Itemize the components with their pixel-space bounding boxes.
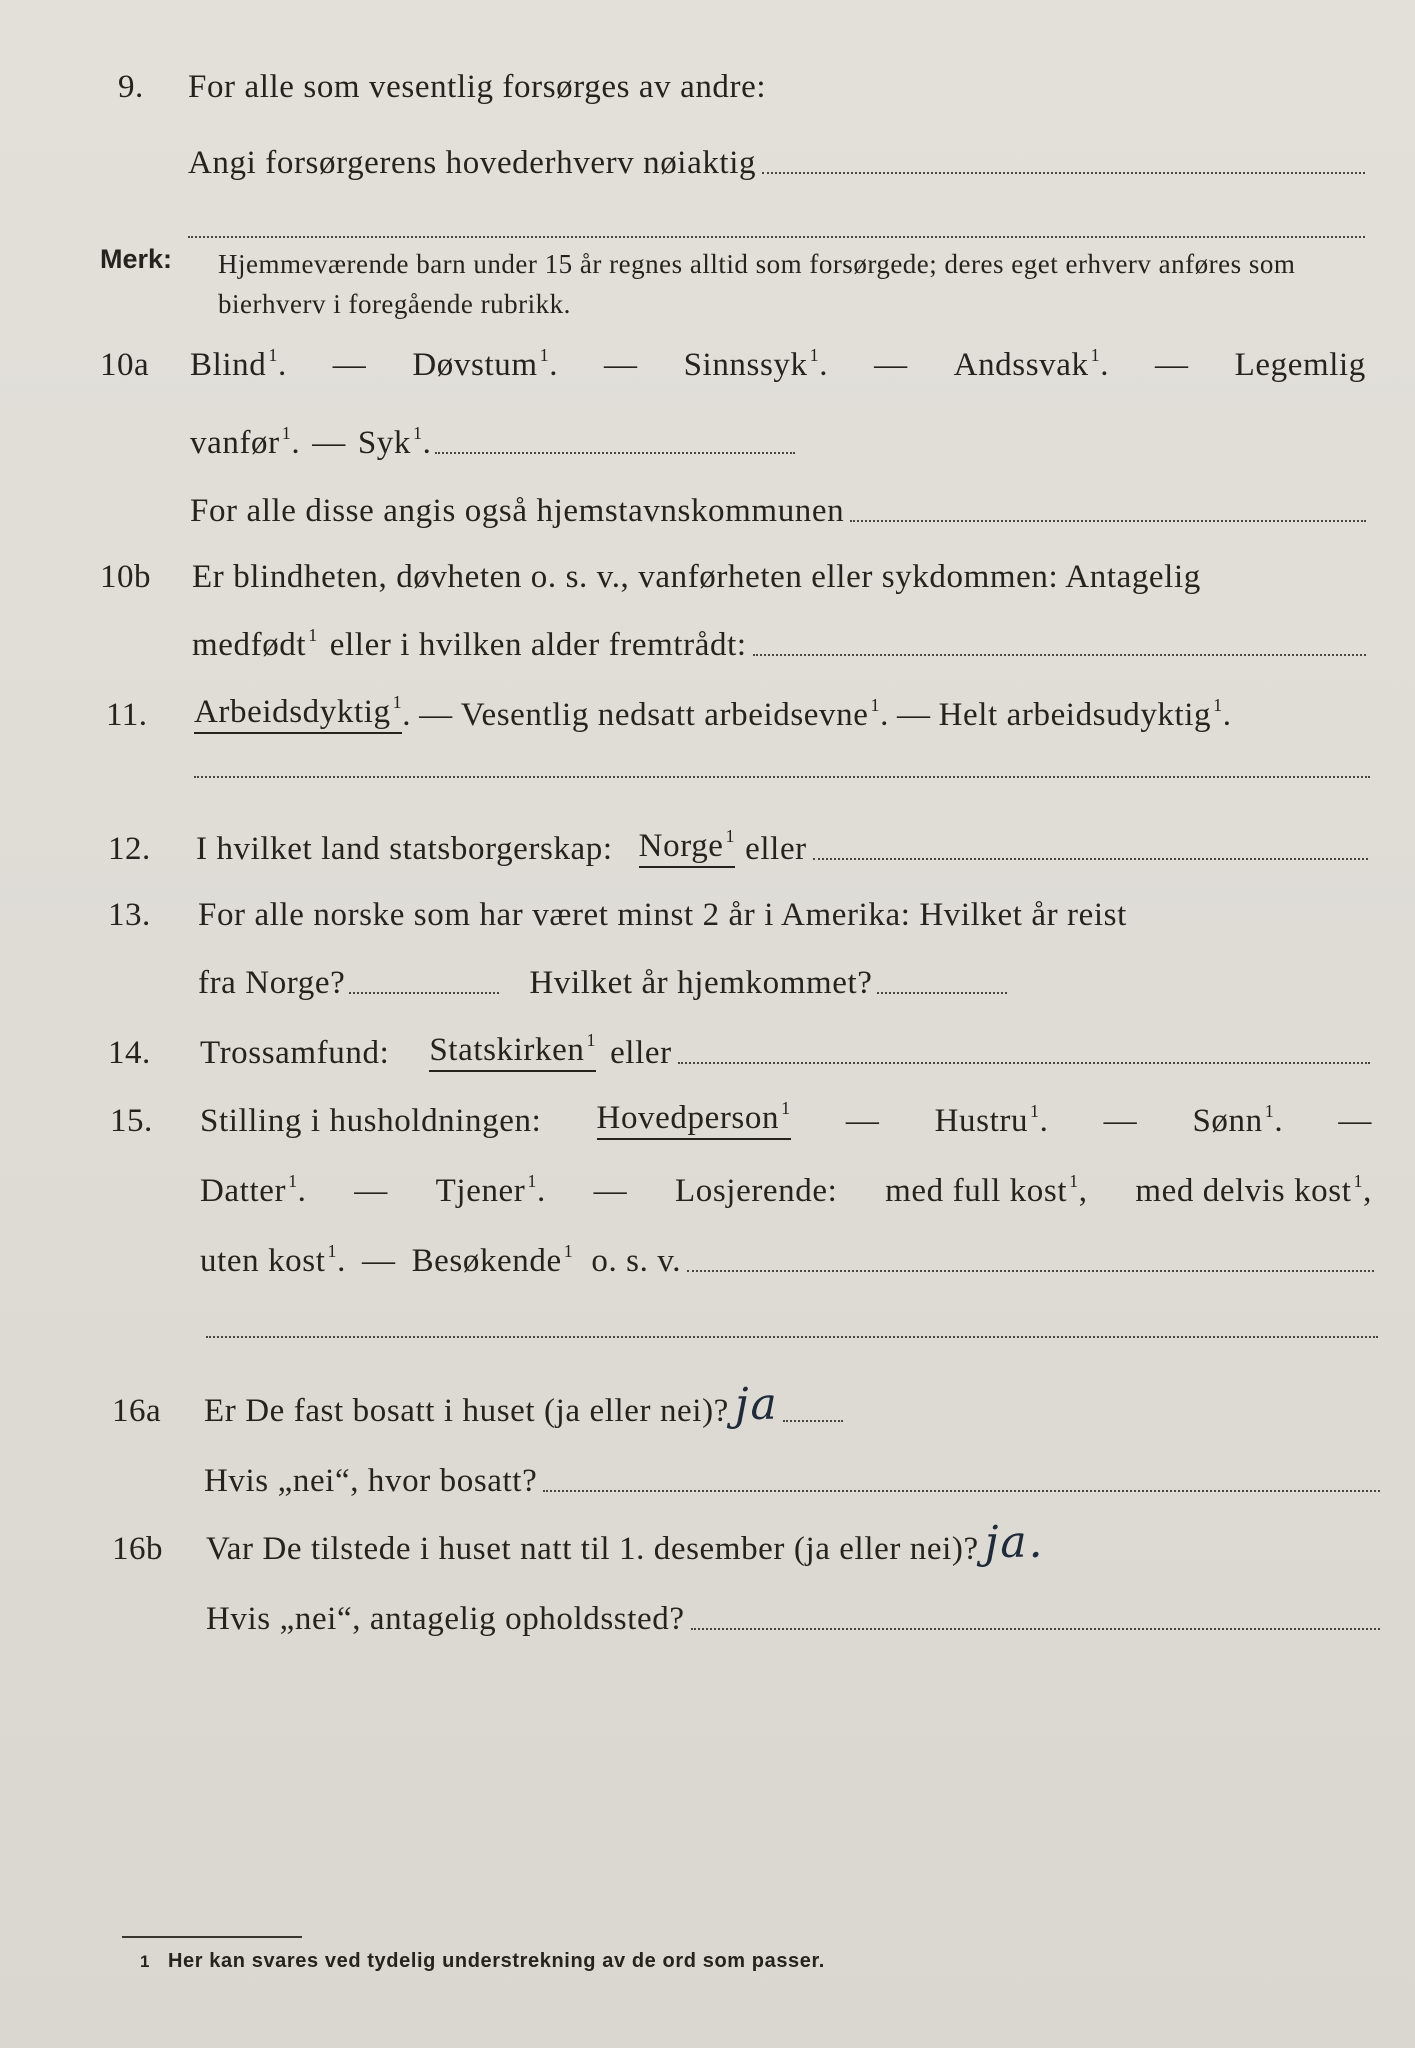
option-nedsatt[interactable]: Vesentlig nedsatt arbeidsevne $^1$. (460, 695, 889, 733)
q9-line2 (0, 138, 1415, 188)
q16b-opholdssted-field[interactable] (691, 1628, 1380, 1630)
q10a-number: 10a (100, 347, 150, 383)
q15-text: Stilling i husholdningen: (200, 1103, 542, 1139)
q10b-line2 (0, 620, 1415, 670)
q12-eller: eller (745, 831, 807, 867)
q16a-question: Er De fast bosatt i huset (ja eller nei)? (204, 1393, 729, 1429)
q9-line1-text: For alle som vesentlig forsørges av andre: (188, 69, 767, 105)
q16a-line2 (0, 1456, 1415, 1506)
fra-norge-text: fra Norge? (198, 965, 346, 1001)
option-andssvak[interactable]: Andssvak $^1$. (953, 345, 1110, 383)
dash: — (874, 347, 908, 383)
q16b-question: Var De tilstede i huset natt til 1. desember (ja eller nei)? (206, 1531, 979, 1567)
q11-number: 11. (106, 697, 148, 733)
osv-text: o. s. v. (591, 1243, 682, 1279)
footnote (140, 1950, 825, 1973)
option-udyktig[interactable]: Helt arbeidsudyktig $^1$. (938, 695, 1232, 733)
footnote-mark: 1 (140, 1952, 151, 1971)
option-arbeidsdyktig-selected[interactable]: Arbeidsdyktig $^1$ (194, 694, 402, 734)
q16a-bosatt-field[interactable] (543, 1490, 1380, 1492)
option-hustru[interactable]: Hustru $^1$. (934, 1101, 1049, 1139)
option-syk[interactable]: Syk $^1$. (357, 423, 432, 461)
q14-eller: eller (610, 1035, 672, 1071)
q16a-number: 16a (112, 1393, 162, 1429)
option-hovedperson-selected[interactable]: Hovedperson $^1$ (597, 1100, 791, 1140)
q16a-line1 (0, 1379, 1415, 1436)
q11-line: 11. Arbeidsdyktig $^1$ . — Vesentlig nedsatt arbeidsevne $^1$. — Helt arbeidsudyktig $^1$. (106, 692, 1232, 733)
q14-text: Trossamfund: (200, 1035, 390, 1071)
q10a-line3 (0, 486, 1415, 536)
hjemkommet-text: Hvilket år hjemkommet? (529, 965, 873, 1001)
option-dovstum[interactable]: Døvstum $^1$. (412, 345, 559, 383)
merk-label: Merk: (100, 244, 173, 274)
dash: — (419, 697, 453, 733)
q9-number: 9. (118, 69, 144, 105)
option-tjener[interactable]: Tjener $^1$. (435, 1171, 546, 1209)
option-full-kost[interactable]: med full kost $^1$, (885, 1171, 1088, 1209)
losjerende-text: Losjerende: (675, 1173, 838, 1209)
q10b-number: 10b (100, 559, 151, 595)
q9-answer-line2[interactable] (188, 236, 1365, 238)
q16b-line1 (0, 1517, 1415, 1574)
hjemstavn-field[interactable] (850, 520, 1366, 522)
dash: — (845, 1103, 880, 1139)
q15-line1 (0, 1096, 1415, 1146)
option-norge-selected[interactable]: Norge $^1$ (639, 828, 735, 868)
q10b-answer-field[interactable] (753, 654, 1366, 656)
q10b-line1 (0, 552, 1415, 602)
q16b-line2 (0, 1594, 1415, 1644)
option-blind[interactable]: Blind $^1$. (190, 345, 287, 383)
option-legemlig[interactable]: Legemlig (1234, 347, 1366, 383)
fra-norge-field[interactable] (349, 992, 499, 994)
dash: — (332, 347, 367, 383)
q12-line (0, 824, 1415, 874)
q14-line (0, 1028, 1415, 1078)
q12-number: 12. (108, 831, 151, 867)
q15-line3 (0, 1236, 1415, 1286)
q16b-hvis-nei: Hvis „nei“, antagelig opholdssted? (206, 1601, 685, 1637)
dash: — (1155, 347, 1189, 383)
q16a-answer-field[interactable] (783, 1420, 843, 1422)
q16a-answer-handwritten[interactable]: ja (734, 1379, 779, 1430)
footnote-rule (122, 1936, 302, 1938)
q16a-hvis-nei: Hvis „nei“, hvor bosatt? (204, 1463, 538, 1499)
q10a-answer-field[interactable] (435, 452, 795, 454)
q10a-line2 (0, 418, 1415, 468)
q10a-line1 (0, 340, 1415, 390)
q10b-line2-text: eller i hvilken alder fremtrådt: (329, 627, 747, 663)
dash: — (593, 1173, 628, 1209)
hjemstavn-text: For alle disse angis også hjemstavnskommunen (190, 493, 845, 529)
q13-line1-text: For alle norske som har været minst 2 år i Amerika: Hvilket år reist (198, 897, 1127, 933)
q9-line2-text: Angi forsørgerens hovederhverv nøiaktig (188, 145, 757, 181)
footnote-text: Her kan svares ved tydelig understrekning av de ord som passer. (168, 1950, 825, 1972)
q12-answer-field[interactable] (813, 858, 1368, 860)
merk-text: Hjemmeværende barn under 15 år regnes alltid som forsørgede; deres eget erhverv anføres som bierhverv i foregående rubrikk. (218, 249, 1296, 319)
option-sonn[interactable]: Sønn $^1$. (1192, 1101, 1284, 1139)
q10b-line1-text: Er blindheten, døvheten o. s. v., vanførheten eller sykdommen: Antagelig (192, 559, 1201, 595)
dash: — (1338, 1103, 1372, 1139)
option-medfodt[interactable]: medfødt $^1$ (192, 625, 318, 663)
dash: — (896, 697, 931, 733)
option-vanfor[interactable]: vanfør $^1$. (190, 423, 301, 461)
q9-line1 (0, 62, 1415, 112)
dash: — (604, 347, 638, 383)
q15-answer-line2[interactable] (206, 1336, 1378, 1338)
q13-line2 (0, 958, 1415, 1008)
q14-answer-field[interactable] (678, 1062, 1370, 1064)
option-datter[interactable]: Datter $^1$. (200, 1171, 307, 1209)
q13-line1 (0, 890, 1415, 940)
dash: — (361, 1243, 396, 1279)
option-sinnssyk[interactable]: Sinnssyk $^1$. (683, 345, 829, 383)
q13-number: 13. (108, 897, 151, 933)
option-delvis-kost[interactable]: med delvis kost $^1$, (1135, 1171, 1372, 1209)
option-besokende[interactable]: Besøkende $^1$ (411, 1241, 574, 1279)
q14-number: 14. (108, 1035, 151, 1071)
q11-answer-line[interactable] (194, 776, 1370, 778)
hjemkommet-field[interactable] (877, 992, 1007, 994)
option-statskirken-selected[interactable]: Statskirken $^1$ (429, 1032, 596, 1072)
q16b-number: 16b (112, 1531, 163, 1567)
dash: — (354, 1173, 388, 1209)
q15-answer-field[interactable] (687, 1270, 1374, 1272)
q12-text: I hvilket land statsborgerskap: (196, 831, 613, 867)
dash: — (312, 425, 346, 461)
q9-answer-field[interactable] (762, 172, 1365, 174)
q15-number: 15. (110, 1103, 153, 1139)
dash: — (1103, 1103, 1138, 1139)
q15-line2 (0, 1166, 1415, 1216)
q16b-answer-handwritten[interactable]: ja. (984, 1517, 1045, 1568)
option-uten-kost[interactable]: uten kost $^1$. (200, 1241, 346, 1279)
